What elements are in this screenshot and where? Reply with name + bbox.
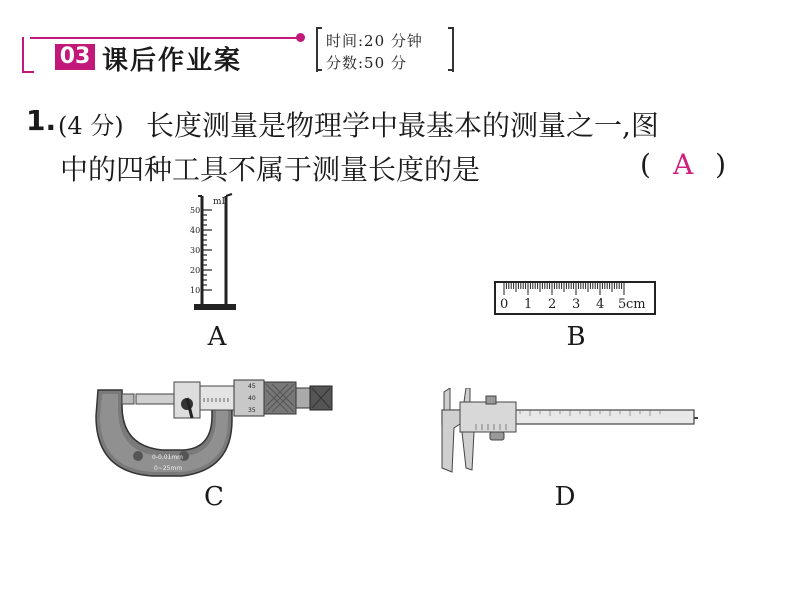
time-limit-text: 时间:20 分钟 (326, 32, 423, 50)
question-score: (4 分) (58, 112, 124, 140)
header-decoration-line (30, 37, 300, 39)
paren-open: ( (640, 148, 651, 181)
micrometer-frame-text: 0-0.01mm (152, 454, 184, 461)
score-text: 分数:50 分 (326, 54, 407, 72)
header-decoration-dot (296, 33, 305, 42)
thimble-mark: 35 (248, 407, 256, 414)
ruler-unit: cm (626, 297, 646, 312)
vernier-caliper-image (430, 388, 700, 478)
micrometer-frame-text: 0~25mm (154, 465, 183, 472)
option-c-label: C (204, 482, 224, 512)
measuring-cylinder-image (190, 190, 250, 320)
thimble-mark: 45 (248, 383, 256, 390)
cylinder-tick-label: 50 (190, 206, 201, 215)
ruler-tick-label: 3 (572, 297, 581, 312)
cylinder-tick-label: 10 (190, 286, 201, 295)
cylinder-tick-label: 30 (190, 246, 201, 255)
option-a-label: A (207, 322, 227, 352)
ruler-image (494, 280, 658, 318)
micrometer-image (92, 376, 342, 480)
question-text-line1: 长度测量是物理学中最基本的测量之一,图 (146, 109, 659, 142)
question-number: 1. (26, 104, 57, 137)
ruler-tick-label: 5 (618, 297, 627, 312)
answer-parentheses (640, 148, 726, 181)
cylinder-tick-label: 40 (190, 226, 201, 235)
ruler-tick-label: 4 (596, 297, 605, 312)
ruler-tick-label: 1 (524, 297, 533, 312)
option-b-label: B (566, 322, 586, 352)
section-number-badge: 03 (55, 44, 95, 70)
ruler-tick-label: 2 (548, 297, 557, 312)
section-title: 课后作业案 (102, 46, 243, 76)
question-text-line2: 中的四种工具不属于测量长度的是 (60, 153, 481, 186)
cylinder-unit: mL (213, 197, 228, 207)
thimble-mark: 40 (248, 395, 256, 402)
answer-choice: A (672, 148, 694, 181)
cylinder-tick-label: 20 (190, 266, 201, 275)
header-decoration-tail (22, 37, 34, 73)
paren-close: ) (715, 148, 727, 181)
ruler-tick-label: 0 (500, 297, 509, 312)
option-d-label: D (554, 482, 576, 512)
